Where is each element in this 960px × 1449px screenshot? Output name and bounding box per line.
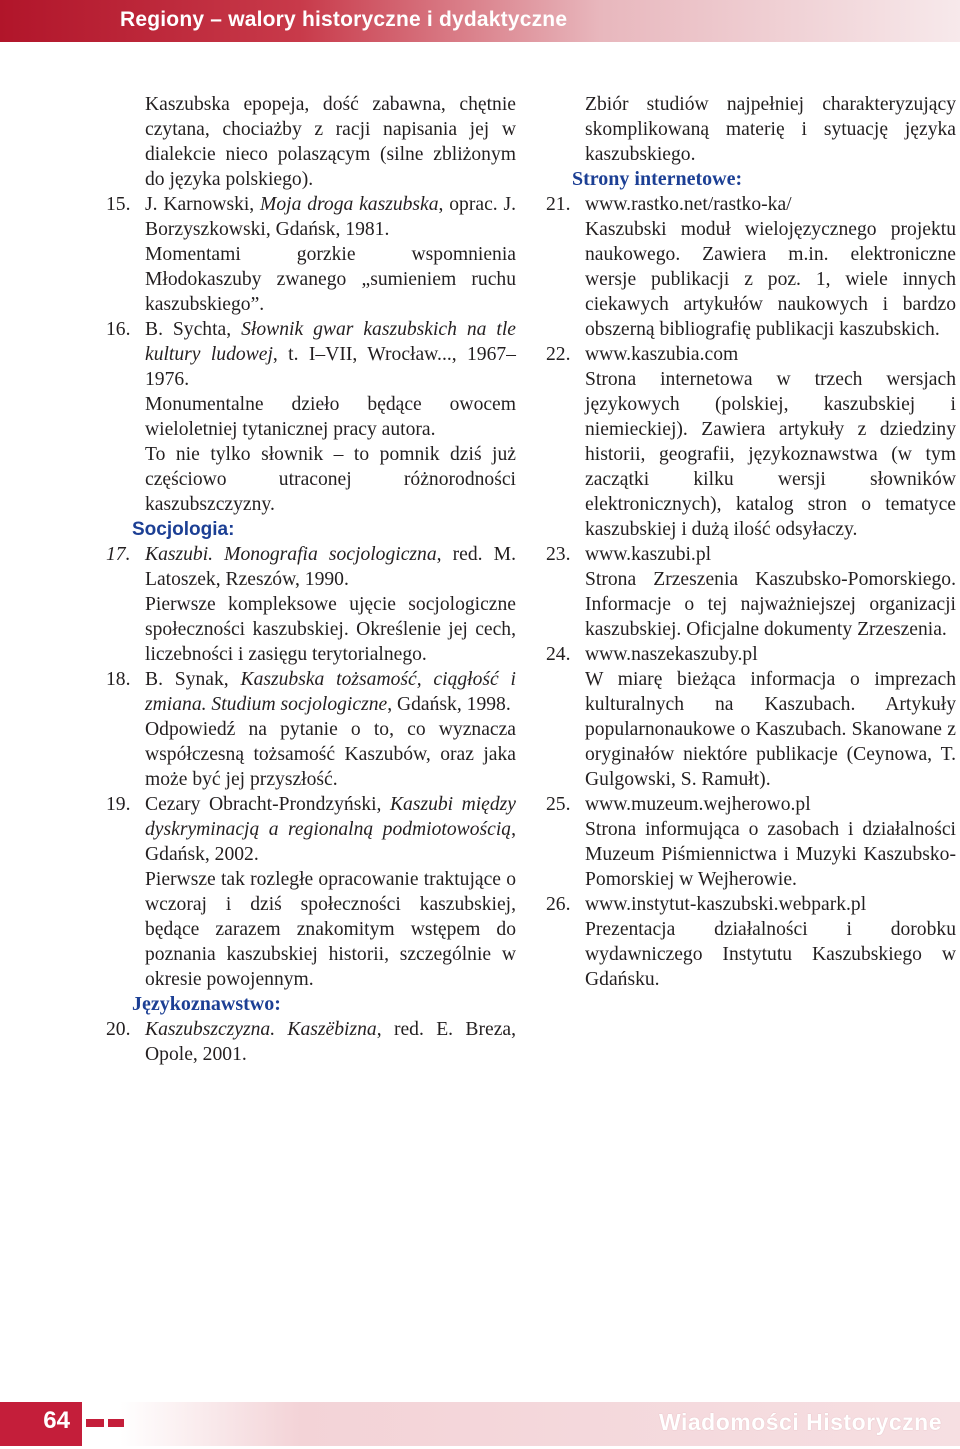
entry-number: 20. — [106, 1019, 131, 1040]
entry-description: Odpowiedź na pytanie o to, co wyznacza współczesną tożsamość Kaszubów, oraz jaka może być jej przyszłość. — [145, 719, 516, 790]
entry-description: Monumentalne dzieło będące owocem wieloletniej tytanicznej pracy autora. — [145, 394, 516, 440]
entry-description: Pierwsze kompleksowe ujęcie socjologiczne społeczności kaszubskiej. Określenie jej cech, liczebności i zasięgu terytorialnego. — [145, 594, 516, 665]
entry-number: 25. — [546, 794, 571, 815]
entry-description: Kaszubski moduł wielojęzycznego projektu naukowego. Zawiera m.in. elektroniczne wersje publikacji z poz. 1, wiele innych ciekawych artykułów naukowych i bardzo obszerną bibliografię publikacji kaszubskich. — [585, 219, 956, 340]
entry-number: 24. — [546, 644, 571, 665]
bib-entry-16: 16. B. Sychta, Słownik gwar kaszubskich na tle kultury ludowej, t. I–VII, Wrocław..., 1967–1976. — [106, 319, 516, 390]
web-entry-26 — [546, 892, 956, 917]
entry-number: 22. — [546, 344, 571, 365]
intro-paragraph: Zbiór studiów najpełniej charakteryzujący skomplikowaną materię i sytuację języka kaszubskiego. — [585, 94, 956, 165]
entry-number: 21. — [546, 194, 571, 215]
right-column — [546, 92, 956, 992]
entry-number: 15. — [106, 194, 131, 215]
entry-description: Pierwsze tak rozległe opracowanie traktujące o wczoraj i dziś społeczności kaszubskiej, będące zarazem znakomitym wstępem do poznania kaszubskiej historii, szczególnie w okresie powojennym. — [145, 869, 516, 990]
web-entry-23 — [546, 542, 956, 567]
entry-description: Strona internetowa w trzech wersjach językowych (polskiej, kaszubskiej i niemieckiej). Zawiera artykuły z dziedziny historii, geografii, językoznawstwa (w tym zaczątki kilku wersji słowników elektronicznych), katalog stron o tematyce kaszubskiej i dużą ilość odsyłaczy. — [585, 369, 956, 540]
bib-entry-20: 20. Kaszubszczyzna. Kaszëbizna, red. E. Breza, Opole, 2001. — [106, 1019, 516, 1065]
bib-entry-19: 19. Cezary Obracht-Prondzyński, Kaszubi między dyskryminacją a regionalną podmiotowością, Gdańsk, 2002. — [106, 794, 516, 865]
entry-description: Momentami gorzkie wspomnienia Młodokaszuby zwanego „sumieniem ruchu kaszubskiego”. — [145, 244, 516, 315]
bib-entry-18: 18. B. Synak, Kaszubska tożsamość, ciągłość i zmiana. Studium socjologiczne, Gdańsk, 1998. — [106, 669, 516, 715]
entry-number: 23. — [546, 544, 571, 565]
entry-number: 26. — [546, 894, 571, 915]
magazine-title: Wiadomości Historyczne — [658, 1409, 942, 1435]
entry-url[interactable]: www.naszekaszuby.pl — [585, 644, 758, 665]
entry-url[interactable]: www.kaszubia.com — [585, 344, 739, 365]
page-number: 64 — [43, 1407, 70, 1434]
entry-url[interactable]: www.muzeum.wejherowo.pl — [585, 794, 811, 815]
web-entry-21 — [546, 192, 956, 217]
entry-description: Strona Zrzeszenia Kaszubsko-Pomorskiego. Informacje o tej najważniejszej organizacji kaszubskiej. Oficjalne dokumenty Zrzeszenia. — [585, 569, 956, 640]
entry-url[interactable]: www.instytut-kaszubski.webpark.pl — [585, 894, 867, 915]
footer-decoration — [86, 1419, 104, 1427]
entry-description: Prezentacja działalności i dorobku wydawniczego Instytutu Kaszubskiego w Gdańsku. — [585, 919, 956, 990]
entry-number: 18. — [106, 669, 131, 690]
bib-entry-17: 17. Kaszubi. Monografia socjologiczna, red. M. Latoszek, Rzeszów, 1990. — [106, 544, 516, 590]
entry-number: 19. — [106, 794, 131, 815]
entry-url[interactable]: www.kaszubi.pl — [585, 544, 712, 565]
entry-number: 16. — [106, 319, 131, 340]
section-heading-jezykoznawstwo: Językoznawstwo: — [132, 993, 281, 1015]
left-column — [106, 92, 516, 1067]
entry-description: Strona informująca o zasobach i działalności Muzeum Piśmiennictwa i Muzyki Kaszubsko-Pomorskiej w Wejherowie. — [585, 819, 956, 890]
entry-number: 17. — [106, 544, 131, 565]
web-entry-22 — [546, 342, 956, 367]
intro-paragraph: Kaszubska epopeja, dość zabawna, chętnie czytana, chociażby z racji napisania jej w dialekcie nieco polaszącym (silne zbliżonym do języka polskiego). — [145, 94, 516, 190]
footer-decoration — [108, 1419, 124, 1427]
entry-description: W miarę bieżąca informacja o imprezach kulturalnych na Kaszubach. Artykuły popularnonaukowe o Kaszubach. Skanowane z oryginałów niektóre publikacje (Ceynowa, T. Gulgowski, S. Ramułt). — [585, 669, 956, 790]
entry-url[interactable]: www.rastko.net/rastko-ka/ — [585, 194, 792, 215]
web-entry-24 — [546, 642, 956, 667]
section-heading-strony: Strony internetowe: — [572, 168, 743, 190]
bib-entry-15: 15. J. Karnowski, Moja droga kaszubska, oprac. J. Borzyszkowski, Gdańsk, 1981. — [106, 194, 516, 240]
web-entry-25 — [546, 792, 956, 817]
entry-description: To nie tylko słownik – to pomnik dziś już częściowo utraconej różnorodności kaszubszczyzny. — [145, 444, 516, 515]
section-title: Regiony – walory historyczne i dydaktyczne — [120, 8, 568, 31]
section-heading-socjologia: Socjologia: — [132, 519, 235, 540]
